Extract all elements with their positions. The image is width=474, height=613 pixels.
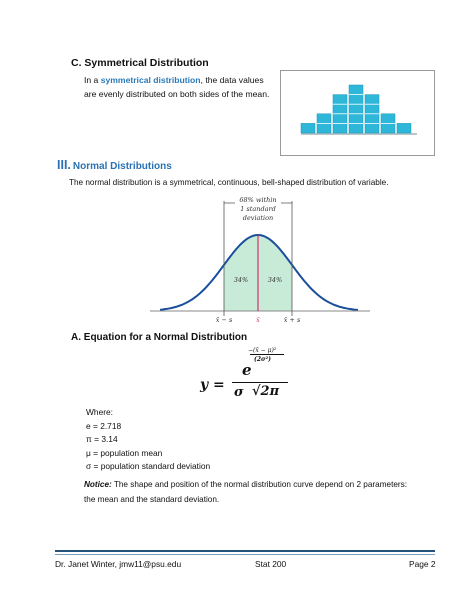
histogram-svg: [281, 71, 434, 155]
formula-lhs: y =: [200, 377, 225, 393]
brace-label-1: 68% within: [239, 196, 277, 204]
symmetric-histogram: [280, 70, 435, 156]
tick-mean: x̄: [256, 316, 260, 324]
right-percent-label: 34%: [267, 276, 283, 284]
where-mu: μ = population mean: [86, 447, 163, 458]
formula-root: √2π: [252, 384, 280, 399]
notice-label: Notice:: [84, 480, 112, 489]
left-percent-label: 34%: [233, 276, 249, 284]
where-list: [86, 406, 210, 474]
where-label: Where:: [86, 407, 113, 417]
where-pi: π = 3.14: [86, 434, 118, 444]
footer-course: Stat 200: [255, 559, 287, 569]
section-c-line1-post: , the data values: [200, 75, 264, 85]
exponent-denominator: (2σ²): [254, 356, 271, 363]
normal-curve-figure: [140, 190, 380, 330]
exponent-numerator: −(x̄ − μ)²: [248, 347, 277, 354]
formula-base-e: e: [242, 361, 252, 379]
section-3-heading: [57, 158, 172, 172]
histogram-bar: [349, 85, 363, 133]
notice-text: The shape and position of the normal distribution curve depend on 2 parameters:: [111, 480, 407, 489]
brace-label-2: 1 standard: [240, 205, 276, 213]
section-3-number: III.: [57, 158, 71, 172]
exponent-bar: [250, 354, 284, 355]
normal-description: The normal distribution is a symmetrical, continuous, bell-shaped distribution of variable.: [69, 178, 389, 187]
footer-author: Dr. Janet Winter, jmw11@psu.edu: [55, 559, 182, 569]
where-e: e = 2.718: [86, 420, 122, 431]
section-c-line1-pre: In a: [84, 75, 101, 85]
histogram-bar: [301, 123, 315, 133]
fraction-bar: [232, 382, 288, 383]
symmetrical-term: symmetrical distribution: [100, 75, 201, 85]
formula-sigma: σ: [234, 385, 244, 400]
tick-minus-s: x̄ − s: [215, 316, 233, 324]
where-sd: σ = population standard deviation: [86, 461, 211, 471]
tick-plus-s: x̄ + s: [283, 316, 301, 324]
normal-formula: [190, 344, 310, 404]
section-c-text: [84, 73, 284, 101]
notice: [84, 478, 444, 507]
notice-line2: the mean and the standard deviation.: [84, 494, 220, 504]
brace-label-3: deviation: [242, 214, 274, 222]
footer-rule: [55, 550, 435, 552]
section-a-title: A. Equation for a Normal Distribution: [71, 332, 248, 343]
section-3-title: Normal Distributions: [72, 161, 172, 172]
footer-rule-thin: [55, 554, 435, 555]
footer-page: Page 2: [409, 559, 436, 569]
section-c-line2: are evenly distributed on both sides of the mean.: [84, 89, 270, 99]
section-c-title: C. Symmetrical Distribution: [71, 57, 209, 69]
histogram-bar: [397, 123, 411, 133]
